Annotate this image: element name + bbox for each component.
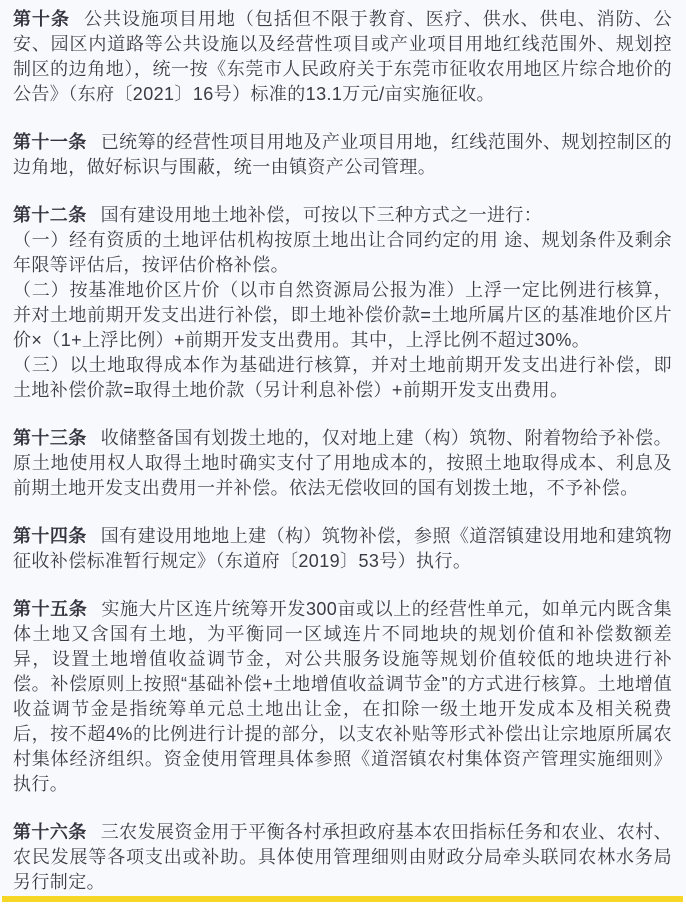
article-number: 第十二条 [13, 205, 87, 225]
article-item-2: （二）按基准地价区片价（以市自然资源局公报为准）上浮一定比例进行核算，并对土地前期开发支出进行补偿，即土地补偿价款=土地所属片区的基准地价区片价×（1+上浮比例）+前期开发支出费用。其中，上浮比例不超过30%。 [13, 280, 672, 350]
article-14 [13, 524, 672, 574]
article-number: 第十一条 [13, 132, 87, 152]
article-item-1: （一）经有资质的土地评估机构按原土地出让合同约定的用 途、规划条件及剩余年限等评估后，按评估价格补偿。 [13, 230, 672, 275]
article-11 [13, 130, 672, 180]
article-number: 第十四条 [13, 526, 87, 546]
article-15 [13, 597, 672, 797]
article-12 [13, 203, 672, 403]
article-16 [13, 820, 672, 895]
article-number: 第十三条 [13, 428, 87, 448]
article-13 [13, 426, 672, 501]
article-text: 三农发展资金用于平衡各村承担政府基本农田指标任务和农业、农村、农民发展等各项支出或补助。具体使用管理细则由财政分局牵头联同农林水务局另行制定。 [13, 822, 672, 892]
article-10 [13, 7, 672, 107]
article-text: 已统筹的经营性项目用地及产业项目用地，红线范围外、规划控制区的边角地，做好标识与围蔽，统一由镇资产公司管理。 [13, 132, 672, 177]
article-text: 公共设施项目用地（包括但不限于教育、医疗、供水、供电、消防、公安、园区内道路等公共设施以及经营性项目或产业项目用地红线范围外、规划控制区的边角地），统一按《东莞市人民政府关于东莞市征收农用地区片综合地价的公告》（东府〔2021〕16号）标准的13.1万元/亩实施征收。 [13, 9, 672, 104]
article-lead [13, 203, 672, 228]
article-number: 第十六条 [13, 822, 87, 842]
article-text: 国有建设用地土地补偿，可按以下三种方式之一进行： [100, 205, 543, 225]
article-item-3: （三）以土地取得成本作为基础进行核算，并对土地前期开发支出进行补偿，即土地补偿价款=取得土地价款（另计利息补偿）+前期开发支出费用。 [13, 355, 672, 400]
article-number: 第十条 [13, 9, 70, 29]
article-number: 第十五条 [13, 599, 88, 619]
article-text: 国有建设用地地上建（构）筑物补偿，参照《道滘镇建设用地和建筑物征收补偿标准暂行规定》（东道府〔2019〕53号）执行。 [13, 526, 672, 571]
article-text: 实施大片区连片统筹开发300亩或以上的经营性单元，如单元内既含集体土地又含国有土地，为平衡同一区域连片不同地块的规划价值和补偿数额差异，设置土地增值收益调节金，对公共服务设施等规划价值较低的地块进行补偿。补偿原则上按照“基础补偿+土地增值收益调节金”的方式进行核算。土地增值收益调节金是指统筹单元总土地出让金，在扣除一级土地开发成本及相关税费后，按不超4%的比例进行计提的部分，以支农补贴等形式补偿出让宗地原所属农村集体经济组织。资金使用管理具体参照《道滘镇农村集体资产管理实施细则》执行。 [13, 599, 672, 794]
yellow-divider [2, 896, 683, 902]
article-text: 收储整备国有划拨土地的，仅对地上建（构）筑物、附着物给予补偿。原土地使用权人取得土地时确实支付了用地成本的，按照土地取得成本、利息及前期土地开发支出费用一并补偿。依法无偿收回的国有划拨土地，不予补偿。 [13, 428, 672, 498]
